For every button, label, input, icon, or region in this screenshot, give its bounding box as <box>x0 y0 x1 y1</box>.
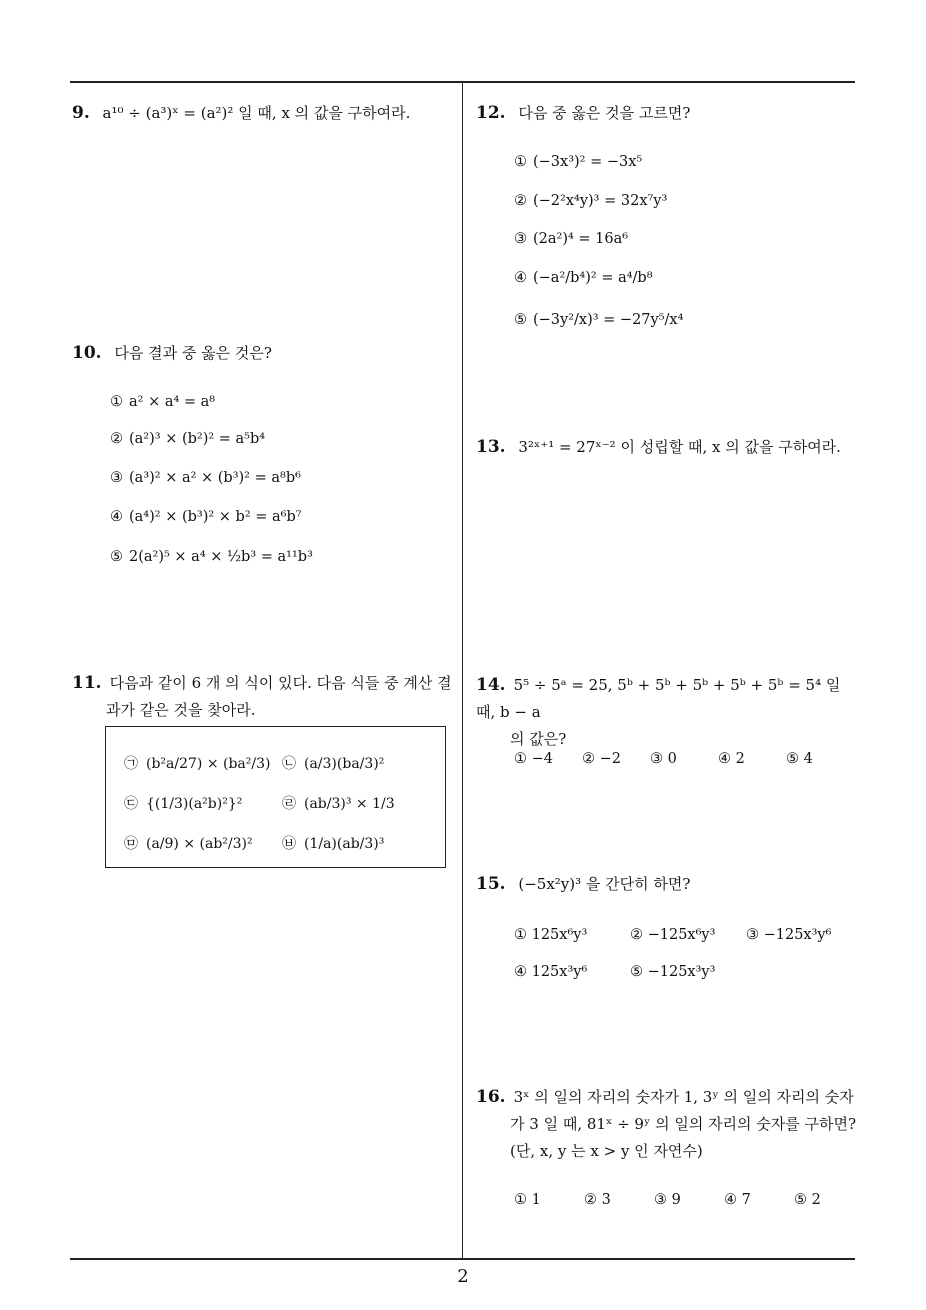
question-text-cont: (단, x, y 는 x > y 인 자연수) <box>510 1142 703 1160</box>
option[interactable]: ④ 2 <box>718 751 745 767</box>
page-number: 2 <box>457 1266 469 1287</box>
option-expr: (−a²/b⁴)² = a⁴/b⁸ <box>533 270 653 286</box>
option-expr: (−3y²/x)³ = −27y⁵/x⁴ <box>533 312 684 328</box>
item-mark: ㉣ <box>282 796 296 812</box>
question-11 <box>72 670 457 724</box>
box-item <box>124 753 270 773</box>
item-expr: {(1/3)(a²b)²}² <box>146 796 243 812</box>
box-item <box>124 793 242 813</box>
option-expr: (−3x³)² = −3x⁵ <box>533 154 643 170</box>
item-expr: (ab/3)³ × 1/3 <box>304 796 395 812</box>
box-item <box>124 833 253 853</box>
item-expr: (a/9) × (ab²/3)² <box>146 836 253 852</box>
option-mark: ① <box>110 394 123 410</box>
item-expr: (b²a/27) × (ba²/3) <box>146 756 271 772</box>
options-row <box>514 927 831 943</box>
option-mark: ② <box>110 431 123 447</box>
option[interactable]: ② −125x⁶y³ <box>630 927 716 943</box>
option[interactable]: ⑤ 4 <box>786 751 813 767</box>
item-mark: ㉥ <box>282 836 296 852</box>
question-text: 5⁵ ÷ 5ᵃ = 25, 5ᵇ + 5ᵇ + 5ᵇ + 5ᵇ + 5ᵇ = 5⁴ 일 때, b − a <box>476 676 841 721</box>
option[interactable]: ① 125x⁶y³ <box>514 927 588 943</box>
item-expr: (1/a)(ab/3)³ <box>304 836 385 852</box>
option[interactable]: ① 1 <box>514 1192 541 1208</box>
question-text: 3²ˣ⁺¹ = 27ˣ⁻² 이 성립할 때, x 의 값을 구하여라. <box>518 438 841 456</box>
question-number: 15. <box>476 874 506 894</box>
option[interactable]: ① −4 <box>514 751 553 767</box>
box-item <box>282 753 384 773</box>
question-text: a¹⁰ ÷ (a³)ˣ = (a²)² 일 때, x 의 값을 구하여라. <box>102 104 411 122</box>
option-expr: (a³)² × a² × (b³)² = a⁸b⁶ <box>129 470 301 486</box>
option[interactable] <box>110 394 215 410</box>
option-mark: ② <box>514 193 527 209</box>
option-mark: ④ <box>110 509 123 525</box>
option[interactable]: ④ 125x³y⁶ <box>514 964 588 980</box>
item-mark: ㉡ <box>282 756 296 772</box>
question-number: 12. <box>476 103 506 123</box>
option[interactable]: ③ 0 <box>650 751 677 767</box>
question-number: 16. <box>476 1087 506 1107</box>
option[interactable]: ② 3 <box>584 1192 611 1208</box>
question-16 <box>476 1084 861 1165</box>
question-text-cont: 가 3 일 때, 81ˣ ÷ 9ʸ 의 일의 자리의 숫자를 구하면? <box>510 1115 857 1133</box>
question-13 <box>476 434 841 461</box>
bottom-rule <box>70 1258 855 1260</box>
option-expr: a² × a⁴ = a⁸ <box>129 394 216 410</box>
question-text: 3ˣ 의 일의 자리의 숫자가 1, 3ʸ 의 일의 자리의 숫자 <box>513 1088 854 1106</box>
option[interactable]: ③ 9 <box>654 1192 681 1208</box>
option-mark: ④ <box>514 270 527 286</box>
option-mark: ③ <box>110 470 123 486</box>
option-mark: ③ <box>514 231 527 247</box>
question-10 <box>72 340 272 367</box>
option[interactable]: ④ 7 <box>724 1192 751 1208</box>
option[interactable]: ⑤ −125x³y³ <box>630 964 716 980</box>
question-number: 13. <box>476 437 506 457</box>
box-item <box>282 793 395 813</box>
option-mark: ⑤ <box>110 549 123 565</box>
option[interactable] <box>514 231 628 247</box>
question-9 <box>72 100 410 127</box>
question-text: 다음과 같이 6 개 의 식이 있다. 다음 식들 중 계산 결 <box>109 674 452 692</box>
item-mark: ㉢ <box>124 796 138 812</box>
option[interactable] <box>110 431 265 447</box>
column-divider <box>462 83 463 1259</box>
options-row <box>514 964 715 980</box>
options-row <box>514 1192 821 1208</box>
option[interactable]: ② −2 <box>582 751 621 767</box>
option-expr: 2(a²)⁵ × a⁴ × ½b³ = a¹¹b³ <box>129 549 313 565</box>
question-number: 14. <box>476 675 506 695</box>
option[interactable] <box>514 154 642 170</box>
option[interactable]: ⑤ 2 <box>794 1192 821 1208</box>
option[interactable]: ③ −125x³y⁶ <box>746 927 832 943</box>
item-expr: (a/3)(ba/3)² <box>304 756 385 772</box>
option-expr: (a²)³ × (b²)² = a⁵b⁴ <box>129 431 266 447</box>
question-text: 다음 중 옳은 것을 고르면? <box>518 104 691 122</box>
question-14 <box>476 672 856 753</box>
option-mark: ⑤ <box>514 312 527 328</box>
question-number: 11. <box>72 673 102 693</box>
options-row <box>514 751 813 767</box>
option-expr: (−2²x⁴y)³ = 32x⁷y³ <box>533 193 668 209</box>
option-mark: ① <box>514 154 527 170</box>
question-number: 9. <box>72 103 90 123</box>
question-text-cont: 의 값은? <box>510 730 567 748</box>
option[interactable] <box>110 470 301 486</box>
option-expr: (a⁴)² × (b³)² × b² = a⁶b⁷ <box>129 509 302 525</box>
question-text: (−5x²y)³ 을 간단히 하면? <box>518 875 691 893</box>
option[interactable] <box>110 549 313 565</box>
box-item <box>282 833 384 853</box>
option[interactable] <box>514 270 653 286</box>
expression-box <box>105 726 446 868</box>
option[interactable] <box>514 312 683 328</box>
question-12 <box>476 100 690 127</box>
item-mark: ㉤ <box>124 836 138 852</box>
question-number: 10. <box>72 343 102 363</box>
item-mark: ㉠ <box>124 756 138 772</box>
question-15 <box>476 871 690 898</box>
option[interactable] <box>514 193 667 209</box>
question-text-cont: 과가 같은 것을 찾아라. <box>106 701 256 719</box>
option[interactable] <box>110 509 302 525</box>
question-text: 다음 결과 중 옳은 것은? <box>114 344 272 362</box>
option-expr: (2a²)⁴ = 16a⁶ <box>533 231 629 247</box>
